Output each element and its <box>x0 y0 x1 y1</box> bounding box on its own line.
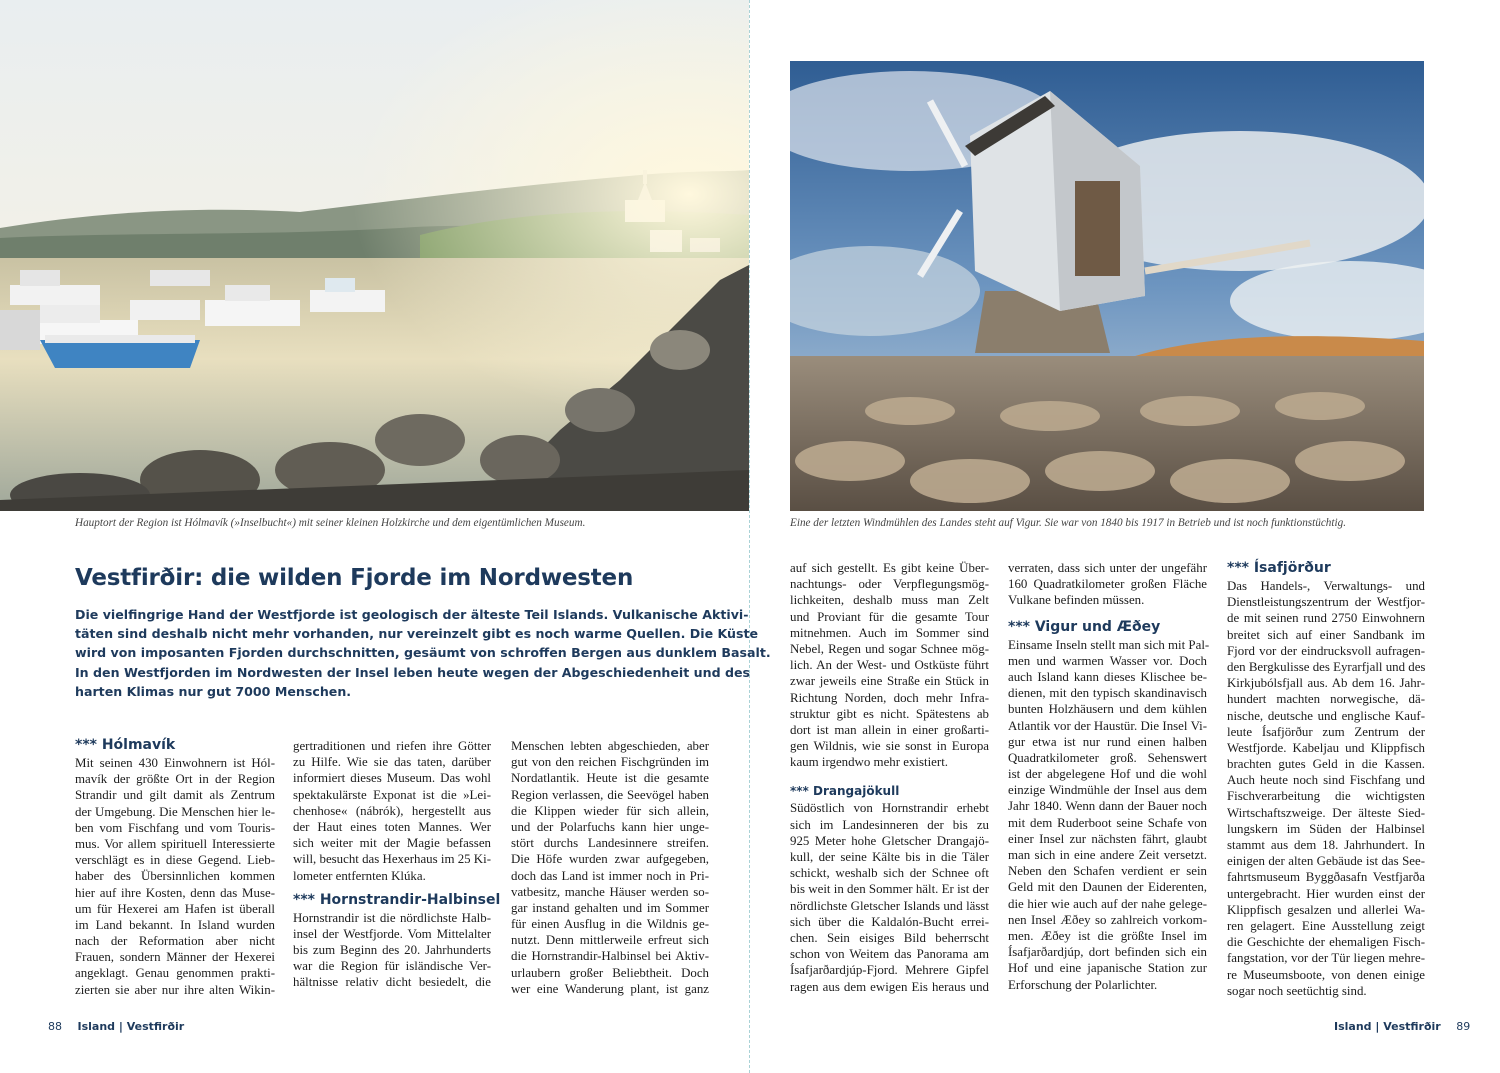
text-line: de mit seinen rund 2750 Einwohnern <box>1227 611 1425 626</box>
text-line: men. Æðey ist die größte Insel im <box>1008 928 1207 943</box>
section-heading-drangajokull: *** Drangajökull <box>790 784 900 799</box>
text-line: Hof und eine japanische Station zur <box>1008 961 1207 976</box>
text-line: fahrtsmuseum Byggðasafn Vestfjarða <box>1227 870 1425 885</box>
page-spine <box>749 0 750 1073</box>
text-line: informiert dieses Museum. Das wohl <box>293 771 491 786</box>
text-line: Südöstlich von Hornstrandir erhebt <box>790 801 989 816</box>
text-line: Jahr 1840. Wenn dann der Bauer noch <box>1008 799 1207 814</box>
column-3 <box>511 738 709 997</box>
text-line: re Museumsboote, von denen einige <box>1227 967 1425 982</box>
right-photo-caption: Eine der letzten Windmühlen des Landes steht auf Vigur. Sie war von 1840 bis 1917 in Betrieb und ist noch funktionstüchtig. <box>790 517 1347 529</box>
text-line: Das Handels-, Verwaltungs- und <box>1227 579 1425 593</box>
text-line: mavík der größte Ort in der Region <box>75 772 275 787</box>
column-2 <box>293 738 501 991</box>
text-line: sich im Landesinneren der bis zu <box>790 817 989 832</box>
text-line: die Hornstrandir-Halbinsel bei Aktiv- <box>511 949 709 964</box>
text-line: brachten gutes Geld in die Kassen. <box>1227 757 1425 772</box>
text-line: men und warmen Wasser vor. Doch <box>1008 653 1207 668</box>
text-line: untergebracht. Hier wurden einst der <box>1227 886 1425 901</box>
text-line: auch Island kann dieses Klischee be- <box>1008 669 1207 684</box>
text-line: insel der Westfjorde. Vom Mittelalter <box>293 926 491 941</box>
running-head-left: Island | Vestfirðir <box>77 1020 185 1033</box>
text-line: nen Insel Æðey so zahlreich vorkom- <box>1008 912 1207 927</box>
section-heading-hornstrandir: *** Hornstrandir-Halbinsel <box>293 891 501 908</box>
text-line: breitet sich auf einer Sandbank im <box>1227 627 1425 642</box>
lead-paragraph <box>75 605 771 701</box>
text-line: der Haut eines toten Mannes. Wer <box>293 819 491 834</box>
lead-line: harten Klimas nur gut 7000 Menschen. <box>75 683 352 699</box>
text-line: lichkeiten, deshalb muss man Zelt <box>790 593 989 608</box>
text-line: hier auf ihre Kosten, denn das Muse- <box>75 885 275 900</box>
article-headline: Vestfirðir: die wilden Fjorde im Nordwesten <box>75 565 634 591</box>
text-line: den Bergkulisse des Eyrarfjall und des <box>1227 659 1426 674</box>
text-line: Atlantik vor der Haustür. Die Insel Vi- <box>1008 718 1207 733</box>
text-line: gen Wildnis, wie sie sonst in Europa <box>790 739 989 754</box>
text-line: lometer entfernten Klúka. <box>293 868 426 883</box>
text-line: stört durchs Landesinnere streifen. <box>511 836 709 851</box>
text-line: Strandir und gilt damit als Zentrum <box>75 788 275 803</box>
text-line: Fischverarbeitung die wichtigsten <box>1227 789 1425 804</box>
text-line: verschlägt es in diese Gegend. Lieb- <box>75 853 275 868</box>
text-line: Kirkjubólsfjall aus. Ab dem 16. Jahr- <box>1227 676 1425 691</box>
text-line: Frauen, sondern Männer der Hexerei <box>75 950 275 965</box>
text-line: Region verlassen, die Seevögel haben <box>511 787 709 802</box>
text-line: Richtung Norden, doch mehr Infra- <box>790 690 989 705</box>
lead-line: wird von imposanten Fjorden durchschnitten, gesäumt von schroffen Bergen aus dunklem Basalt. <box>75 645 771 661</box>
text-line: dort ist man allein in einer großarti- <box>790 722 989 737</box>
text-line: verraten, dass sich unter der ungefähr <box>1008 561 1207 575</box>
column-4 <box>790 560 989 995</box>
page-number-right: 89 <box>1456 1020 1471 1033</box>
text-line: bunten Holzhäusern und dem kühlen <box>1008 702 1207 717</box>
text-line: einigen der alten Gebäude ist das See- <box>1227 854 1425 869</box>
text-line: chenhose« (nábrók), hergestellt aus <box>293 803 491 818</box>
text-line: die hier wie auch auf der nahe gelege- <box>1008 896 1207 911</box>
text-line: gertraditionen und riefen ihre Götter <box>293 739 491 753</box>
text-line: doch das Land ist immer noch in Pri- <box>511 868 709 883</box>
left-photo-caption: Hauptort der Region ist Hólmavík (»Inselbucht«) mit seiner kleinen Holzkirche und dem eigentümlichen Museum. <box>75 517 586 529</box>
text-line: die Klippen wieder für sich allein, <box>511 803 709 818</box>
windmill-photo <box>790 61 1424 511</box>
text-line: und der Polarfuchs kann hier unge- <box>511 819 709 834</box>
text-line: Ísafjarðardjúp-Fjord. Mehrere Gipfel <box>790 963 989 978</box>
text-line: zwar jeweils eine Straße ein Stück in <box>790 674 989 689</box>
text-line: haber des Übersinnlichen kommen <box>75 869 275 884</box>
text-line: zu Hilfe. Wie sie das taten, darüber <box>293 755 491 770</box>
harbour-photo <box>0 0 749 511</box>
text-line: Vulkane befinden müssen. <box>1008 593 1145 608</box>
text-line: zierten sie aber nur ihre alten Wikin- <box>75 982 275 997</box>
text-line: gut von den reichen Fischgründen im <box>511 755 709 770</box>
text-line: gar instand gehalten und im Sommer <box>511 900 709 915</box>
text-line: Fjord vor der eindrucksvoll aufragen- <box>1227 643 1425 658</box>
text-line: man sich in eine andere Zeit versetzt. <box>1008 848 1207 862</box>
text-line: mitnehmen. Auch im Sommer sind <box>790 625 989 640</box>
text-line: schickt, weshalb sich der Schnee oft <box>790 866 989 881</box>
text-line: 925 Meter hohe Gletscher Drangajö- <box>790 833 989 848</box>
text-line: hältnisse relativ dicht besiedelt, die <box>293 975 491 990</box>
text-line: Klippfisch gesalzen und allerlei Wa- <box>1227 902 1425 917</box>
section-heading-vigur: *** Vigur und Æðey <box>1008 618 1161 635</box>
text-line: spektakulärste Exponat ist die »Lei- <box>293 787 491 802</box>
text-line: 160 Quadratkilometer großen Fläche <box>1008 577 1207 592</box>
text-line: im Land bekannt. In Island wurden <box>75 917 275 932</box>
left-folio <box>48 1020 184 1033</box>
text-line: Neben den Schafen verdient er sein <box>1008 864 1207 879</box>
text-line: sich über die Kaldalón-Bucht errei- <box>790 914 989 929</box>
column-5 <box>1008 560 1210 993</box>
lead-line: täten sind deshalb nicht mehr vorhanden, nur vereinzelt gibt es noch warme Quellen. Die Küste <box>75 626 759 642</box>
text-line: Menschen lebten abgeschieden, aber <box>511 739 709 753</box>
text-line: ist der abgelegene Hof und die wohl <box>1008 767 1207 782</box>
text-line: Quadratkilometer groß. Sehenswert <box>1008 750 1207 765</box>
text-line: Erforschung der Polarlichter. <box>1008 977 1158 992</box>
text-line: will, besucht das Hexerhaus im 25 Ki- <box>293 852 491 867</box>
text-line: vatbesitz, manche Häuser werden so- <box>511 884 709 899</box>
text-line: Auch heute noch sind Fischfang und <box>1227 773 1425 788</box>
text-line: lungskern im Süden der Halbinsel <box>1227 821 1425 836</box>
text-line: Nordatlantik. Heute ist die gesamte <box>511 771 709 786</box>
text-line: einer Insel zur nächsten fährt, glaubt <box>1008 831 1207 846</box>
text-line: der Umgebung. Die Menschen hier le- <box>75 804 275 819</box>
text-line: bis weit in den Sommer hält. Er ist der <box>790 882 989 897</box>
text-line: einzige Windmühle der Insel aus dem <box>1008 783 1207 798</box>
text-line: Einsame Inseln stellt man sich mit Pal- <box>1008 637 1210 652</box>
text-line: nachtungs- oder Verpflegungsmög- <box>790 577 989 592</box>
text-line: sich weiter mit der Magie befassen <box>293 836 491 851</box>
text-line: Mit seinen 430 Einwohnern ist Hól- <box>75 756 275 770</box>
running-head-right: Island | Vestfirðir <box>1334 1020 1441 1033</box>
text-line: leute Ísafjörður zum Zentrum der <box>1227 724 1425 739</box>
text-line: schon von Weitem das Panorama am <box>790 947 989 962</box>
text-line: für einen Ausflug in die Wildnis ge- <box>511 917 709 932</box>
section-heading-isafjordur: *** Ísafjörður <box>1227 560 1331 576</box>
text-line: bis zum Beginn des 20. Jahrhunderts <box>293 943 491 958</box>
text-line: die Geschichte der ehemaligen Fisch- <box>1227 935 1425 950</box>
text-line: fangstation, vor der Tür liegen mehre- <box>1227 951 1425 966</box>
column-1 <box>75 735 275 998</box>
lead-line: Die vielfingrige Hand der Westfjorde ist geologisch der älteste Teil Islands. Vulkanische Aktivi- <box>75 607 749 622</box>
right-folio <box>1334 1020 1470 1033</box>
text-line: ren gelagert. Eine Ausstellung zeigt <box>1227 918 1425 933</box>
text-line: Nebel, Regen und sogar Schnee mög- <box>790 641 989 656</box>
text-line: urlaubern großer Beliebtheit. Doch <box>511 965 709 980</box>
text-line: nach der Reformation aber nicht <box>75 934 275 949</box>
text-line: dienen, mit den typisch skandinavisch <box>1008 686 1207 701</box>
text-line: und Proviant für die gesamte Tour <box>790 609 989 624</box>
text-line: chen. Sein eisiges Bild beherrscht <box>790 930 989 945</box>
text-line: struktur gibt es nicht. Spätestens ab <box>790 706 989 721</box>
text-line: nördlichste Gletscher Islands und lässt <box>790 898 989 913</box>
text-line: war die Region für isländische Ver- <box>293 959 491 974</box>
text-line: hundert machten norwegische, dä- <box>1227 692 1425 707</box>
text-line: Hornstrandir ist die nördlichste Halb- <box>293 910 491 925</box>
column-6 <box>1227 558 1425 999</box>
page-number-left: 88 <box>48 1020 62 1033</box>
text-line: sogar noch seetüchtig sind. <box>1227 983 1367 998</box>
text-line: Wirtschaftszweige. Der älteste Sied- <box>1227 805 1425 820</box>
section-heading-holmavik: *** Hólmavík <box>75 737 176 753</box>
text-line: wer eine Wanderung plant, ist ganz <box>511 981 709 996</box>
text-line: lich. An der West- und Ostküste führt <box>790 658 989 673</box>
text-line: Geld mit den Daunen der Eiderenten, <box>1008 880 1207 895</box>
text-line: kaum irgendwo mehr existiert. <box>790 755 948 770</box>
text-line: stammt aus dem 18. Jahrhundert. In <box>1227 838 1425 852</box>
text-line: nutzt. Denn mittlerweile erfreut sich <box>511 933 709 948</box>
text-line: angeklagt. Genau genommen prakti- <box>75 966 275 981</box>
text-line: um für Hexerei am Hafen ist überall <box>75 901 275 916</box>
text-line: ben vom Fischfang und vom Touris- <box>75 820 275 835</box>
text-line: mus. Vor allem spirituell Interessierte <box>75 836 275 851</box>
text-line: auf sich gestellt. Es gibt keine Über- <box>790 561 989 575</box>
lead-line: In den Westfjorden im Nordwesten der Insel leben heute wegen der Abgeschiedenheit und des <box>75 664 751 680</box>
text-line: Dienstleistungszentrum der Westfjor- <box>1227 595 1425 610</box>
text-line: kull, der seine Kälte bis in die Täler <box>790 850 989 864</box>
text-line: Die Höfe wurden zwar aufgegeben, <box>511 852 709 867</box>
text-line: gur etwa ist nur rund einen halben <box>1008 734 1207 749</box>
text-line: Westfjorde. Kabeljau und Klippfisch <box>1227 740 1425 755</box>
text-line: mit dem Ruderboot seine Schafe von <box>1008 815 1207 830</box>
text-line: ragen aus dem ewigen Eis heraus und <box>790 979 989 994</box>
text-line: Ísafjarðardjúp, dort befinden sich ein <box>1008 945 1207 960</box>
text-line: nische, deutsche und englische Kauf- <box>1227 708 1425 723</box>
